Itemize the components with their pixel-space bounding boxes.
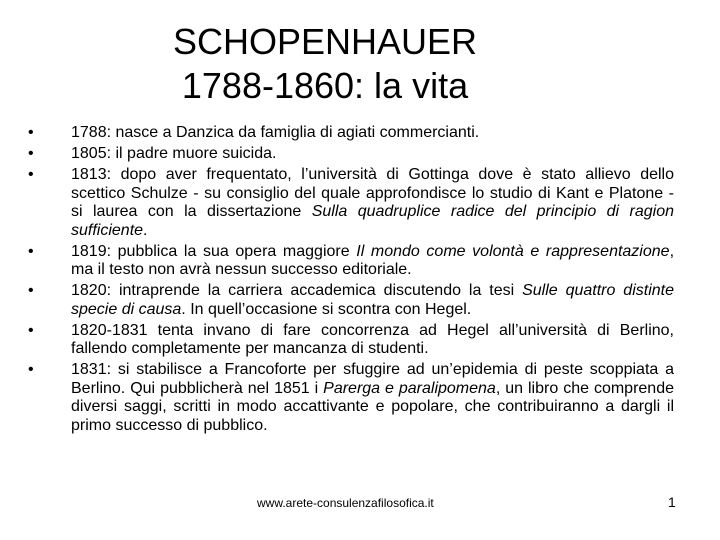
title-line-1: SCHOPENHAUER bbox=[172, 21, 478, 62]
bullet-italic-text: Sulle quattro distinte specie di causa bbox=[71, 282, 674, 318]
bullet-dot: • bbox=[28, 321, 34, 339]
bullet-dot: • bbox=[28, 282, 34, 299]
bullet-dot: • bbox=[28, 166, 34, 183]
bullet-dot: • bbox=[28, 361, 34, 378]
bullet-italic-text: Parerga e paralipomena bbox=[323, 379, 496, 397]
bullet-text-run: 1819: pubblica la sua opera maggiore bbox=[71, 242, 357, 260]
bullet-text-run: , ma il testo non avrà nessun successo editoriale. bbox=[71, 242, 675, 278]
bullet-text-run: . In quell’occasione si scontra con Hegel. bbox=[181, 300, 472, 318]
bullet-text-run: , un libro che comprende diversi saggi, scritti in modo accattivante e popolare, che contribuiranno a dargli il primo successo di pubblico. bbox=[71, 379, 675, 434]
bullet-dot: • bbox=[28, 242, 34, 260]
bullet-text-run: 1813: dopo aver frequentato, l’università di Gottinga dove è stato allievo dello scettico Schulze - su consiglio del quale approfondisce lo studio di Kant e Platone - si laurea con la dissertazione bbox=[71, 166, 674, 220]
bullet-text-run: 1805: il padre muore suicida. bbox=[71, 145, 277, 162]
bullet-text bbox=[71, 166, 674, 240]
title-line-2: 1788-1860: la vita bbox=[181, 65, 469, 106]
bullet-dot: • bbox=[28, 145, 34, 162]
bullet-text-run: 1820-1831 tenta invano di fare concorrenza ad Hegel all’università di Berlino, fallendo completamente per mancanza di studenti. bbox=[71, 321, 674, 357]
bullet-text bbox=[71, 361, 674, 435]
bullet-text bbox=[71, 282, 674, 319]
bullet-item bbox=[28, 243, 674, 280]
bullet-item bbox=[28, 282, 674, 319]
page-number: 1 bbox=[668, 494, 676, 510]
bullet-text bbox=[71, 124, 674, 143]
bullet-italic-text: Sulla quadruplice radice del principio di ragion sufficiente bbox=[71, 203, 675, 239]
bullet-item bbox=[28, 145, 674, 164]
bullet-list bbox=[28, 124, 674, 438]
bullet-text bbox=[71, 243, 674, 280]
bullet-item bbox=[28, 166, 674, 240]
bullet-dot: • bbox=[28, 124, 34, 141]
bullet-text-run: . bbox=[143, 221, 148, 239]
bullet-text-run: 1820: intraprende la carriera accademica discutendo la tesi bbox=[71, 282, 523, 299]
footer-url: www.arete-consulenzafilosofica.it bbox=[257, 496, 434, 510]
bullet-text bbox=[71, 322, 674, 359]
bullet-item bbox=[28, 361, 674, 435]
bullet-text-run: 1831: si stabilisce a Francoforte per sfuggire ad un’epidemia di peste scoppiata a Berlino. Qui pubblicherà nel 1851 i bbox=[71, 361, 674, 397]
bullet-item bbox=[28, 124, 674, 143]
bullet-item bbox=[28, 322, 674, 359]
bullet-text-run: 1788: nasce a Danzica da famiglia di agiati commercianti. bbox=[71, 124, 480, 141]
slide-title bbox=[0, 20, 650, 108]
bullet-italic-text: Il mondo come volontà e rappresentazione bbox=[356, 242, 670, 260]
bullet-text bbox=[71, 145, 674, 164]
